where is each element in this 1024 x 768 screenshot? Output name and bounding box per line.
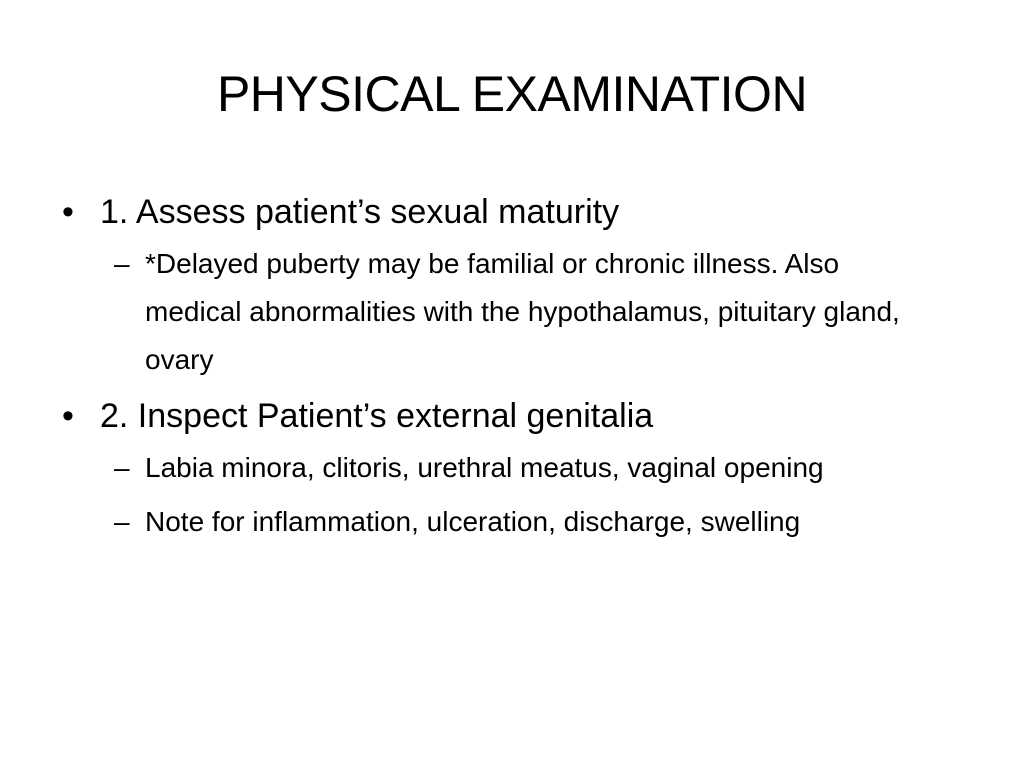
sub-bullet-item [100,498,936,546]
sub-bullet-text: Note for inflammation, ulceration, discharge, swelling [145,506,801,537]
bullet-marker: • [62,193,74,231]
sub-bullet-list [100,240,936,384]
dash-marker: – [114,248,130,279]
bullet-list [56,190,936,556]
bullet-text: 1. Assess patient’s sexual maturity [100,193,620,231]
dash-marker: – [114,506,130,537]
sub-bullet-text: *Delayed puberty may be familial or chronic illness. Also medical abnormalities with the hypothalamus, pituitary gland, ovary [145,248,900,375]
sub-bullet-item [100,240,936,384]
bullet-item [56,190,936,384]
dash-marker: – [114,452,130,483]
bullet-text: 2. Inspect Patient’s external genitalia [100,397,654,435]
bullet-marker: • [62,397,74,435]
bullet-item [56,394,936,546]
slide-title: PHYSICAL EXAMINATION [216,66,808,122]
sub-bullet-text: Labia minora, clitoris, urethral meatus, vaginal opening [145,452,824,483]
sub-bullet-list [100,444,936,546]
sub-bullet-item [100,444,936,492]
